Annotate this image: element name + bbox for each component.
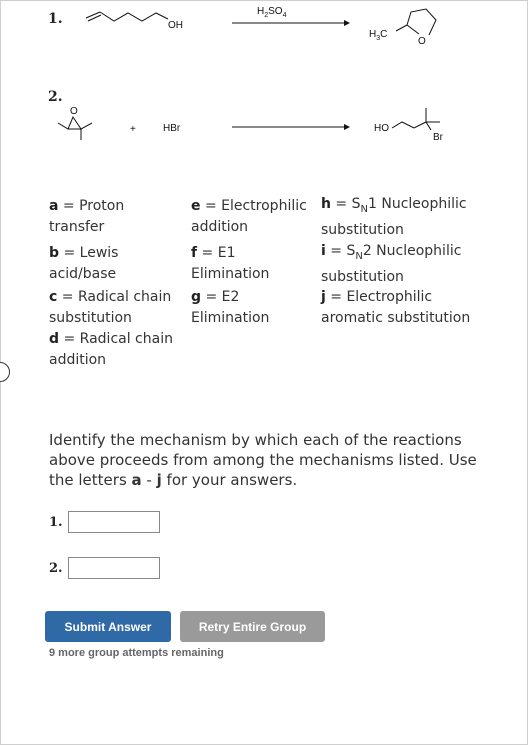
reaction-2-arrow [232, 122, 352, 132]
reaction-2-reagent: HBr [163, 123, 181, 134]
mechanism-f: f = E1 Elimination [191, 245, 270, 282]
submit-answer-button[interactable]: Submit Answer [45, 611, 171, 642]
mechanism-h: $h = S_N1$ Nucleophilic substitution [321, 196, 467, 238]
answer-1-label: 1. [49, 515, 63, 530]
reaction-1-ring-oxygen-label: O [418, 36, 426, 47]
reaction-2-epoxide-oxygen-label: O [70, 106, 78, 117]
reaction-2-product-structure [370, 104, 460, 144]
mechanism-i: $i = S_N2$ Nucleophilic substitution [321, 243, 462, 285]
reaction-2-plus: + [130, 124, 136, 135]
reaction-1-h3c-label: $H_3C$ [369, 29, 388, 42]
mechanism-d: d = Radical chain addition [49, 331, 173, 368]
reaction-1-reagent: $H_2SO_4$ [257, 6, 287, 19]
answer-1-input[interactable] [68, 511, 160, 533]
reaction-2-br-label: Br [433, 132, 443, 143]
mechanism-j: j = Electrophilic aromatic substitution [321, 289, 471, 326]
mechanism-c: c = Radical chain substitution [49, 289, 172, 326]
mechanism-e: e = Electrophilic addition [191, 198, 307, 235]
reaction-1-number: 1. [48, 11, 63, 27]
reaction-1-product-structure [368, 4, 468, 50]
reaction-1-reactant-structure [80, 2, 200, 36]
answer-2-label: 2. [49, 561, 63, 576]
reaction-1-oh-label: OH [168, 20, 183, 31]
mechanism-g: g = E2 Elimination [191, 289, 270, 326]
reaction-1-arrow [232, 18, 352, 28]
attempts-remaining-text: 9 more group attempts remaining [49, 647, 224, 659]
retry-entire-group-button[interactable]: Retry Entire Group [180, 611, 325, 642]
reaction-2-ho-label: HO [374, 123, 389, 134]
mechanism-b: b = Lewis acid/base [49, 245, 119, 282]
reaction-2-number: 2. [48, 89, 63, 105]
reaction-2-epoxide-structure [56, 104, 106, 144]
answer-2-input[interactable] [68, 557, 160, 579]
question-prompt: Identify the mechanism by which each of the reactions above proceeds from among the mechanisms listed. Use the letters a - j for your answers. [49, 431, 477, 489]
mechanism-a: a = Proton transfer [49, 198, 125, 235]
